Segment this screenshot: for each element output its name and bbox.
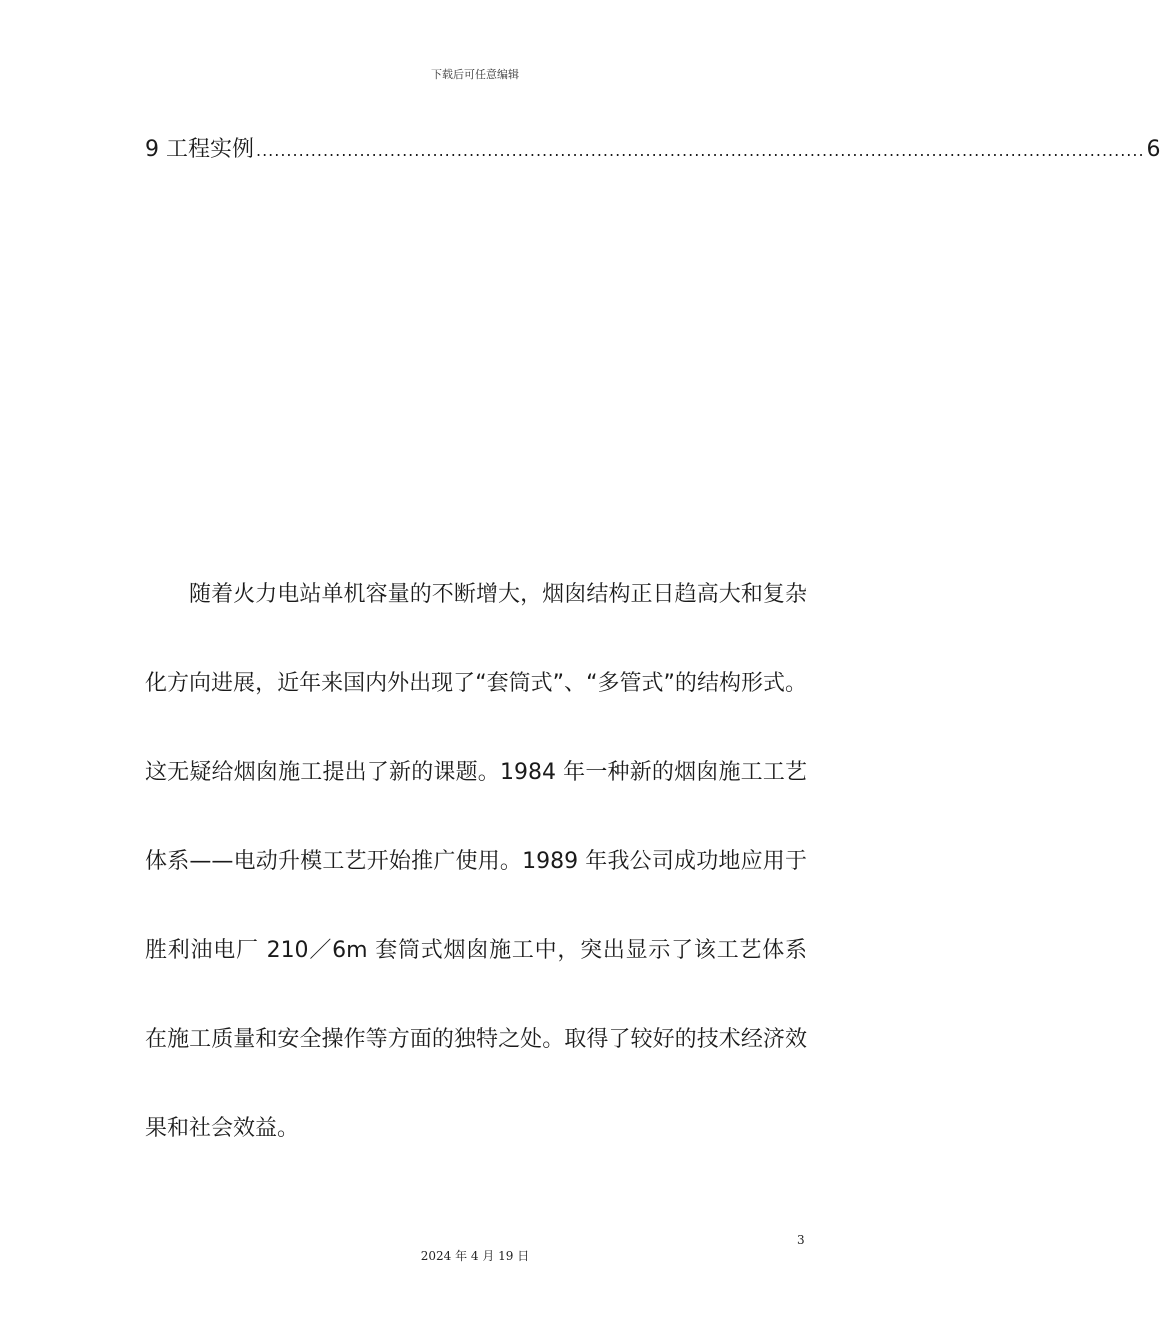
- body-paragraph: 随着火力电站单机容量的不断增大，烟囱结构正日趋高大和复杂化方向进展，近年来国内外出现了“套筒式”、“多管式”的结构形式。这无疑给烟囱施工提出了新的课题。1984 年一种新的烟囱施工工艺体系——电动升模工艺开始推广使用。1989 年我公司成功地应用于胜利油电厂 210／6m 套筒式烟囱施工中，突出显示了该工艺体系在施工质量和安全操作等方面的独特之处。取得了较好的技术经济效果和社会效益。: [145, 582, 807, 1141]
- footer-date: 2024 年 4 月 19 日: [420, 1249, 530, 1263]
- page-number: 3: [797, 1233, 805, 1247]
- toc-entry-page: 6: [1146, 137, 1161, 162]
- toc-leader-dots: ..................................................................................................................................................: [256, 141, 1145, 160]
- toc-entry-title: 9 工程实例: [145, 137, 254, 162]
- toc-entry[interactable]: [145, 135, 1161, 166]
- page-header: 下载后可任意编辑: [431, 68, 519, 81]
